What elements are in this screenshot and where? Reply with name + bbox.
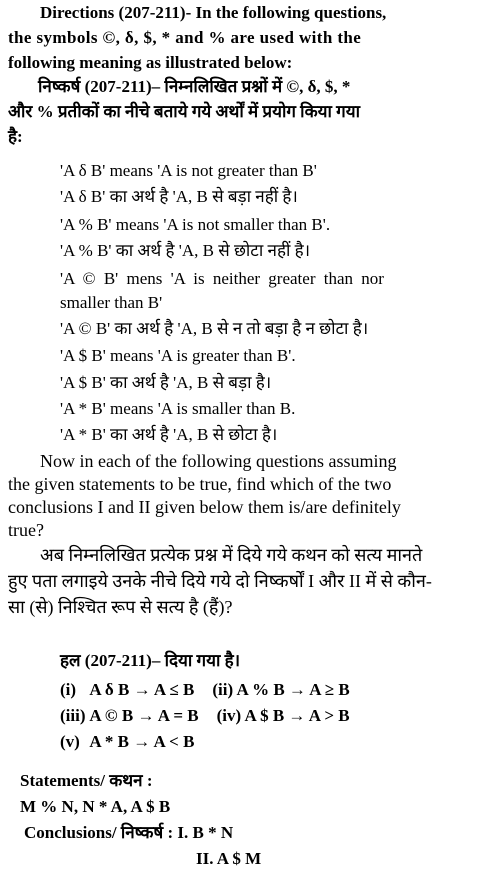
conclusions-row bbox=[24, 822, 233, 844]
solution-item: (ii) A % B → A ≥ B bbox=[212, 680, 350, 699]
solution-heading: हल (207-211)– दिया गया है। bbox=[60, 651, 241, 670]
instruction-line-4: true? bbox=[8, 520, 44, 540]
instruction-hindi-line-3: सा (से) निश्चित रूप से सत्य है (हैं)? bbox=[8, 597, 233, 617]
directions-line-3: following meaning as illustrated below: bbox=[8, 53, 293, 72]
directions-hindi-line-2: और % प्रतीकों का नीचे बताये गये अर्थों में प्रयोग किया गया bbox=[8, 102, 360, 121]
instruction-line-2: the given statements to be true, find which of the two bbox=[8, 474, 392, 494]
meaning-4: 'A % B' का अर्थ है 'A, B से छोटा नहीं है। bbox=[60, 241, 311, 260]
conclusion-2: II. A $ M bbox=[196, 849, 262, 868]
solution-item: (iii) A © B → A = B bbox=[60, 706, 199, 725]
solution-item: (i) A δ B → A ≤ B bbox=[60, 680, 195, 699]
statements: M % N, N * A, A $ B bbox=[20, 797, 171, 816]
statements-label: Statements/ कथन : bbox=[20, 771, 153, 790]
meaning-1: 'A δ B' means 'A is not greater than B' bbox=[60, 161, 317, 180]
instruction-line-3: conclusions I and II given below them is/are definitely bbox=[8, 497, 401, 517]
meaning-11: 'A * B' का अर्थ है 'A, B से छोटा है। bbox=[60, 425, 278, 444]
solution-row-2 bbox=[60, 704, 350, 728]
meaning-2: 'A δ B' का अर्थ है 'A, B से बड़ा नहीं है। bbox=[60, 187, 298, 206]
solution-row-3 bbox=[60, 730, 350, 754]
solution-row-1 bbox=[60, 678, 350, 702]
conclusion-1: I. B * N bbox=[177, 823, 234, 842]
directions-hindi-line-1: निष्कर्ष (207-211)– निम्नलिखित प्रश्नों में ©, δ, $, * bbox=[38, 77, 351, 96]
meaning-6: smaller than B' bbox=[60, 293, 163, 312]
solution-list bbox=[60, 678, 350, 754]
instruction-hindi-line-2: हुए पता लगाइये उनके नीचे दिये गये दो निष्कर्षों I और II में से कौन- bbox=[8, 571, 432, 591]
instruction-hindi-line-1: अब निम्नलिखित प्रत्येक प्रश्न में दिये गये कथन को सत्य मानते bbox=[40, 545, 423, 565]
conclusions-label: Conclusions/ निष्कर्ष : bbox=[24, 823, 174, 842]
instruction-line-1: Now in each of the following questions assuming bbox=[40, 451, 397, 471]
meaning-9: 'A $ B' का अर्थ है 'A, B से बड़ा है। bbox=[60, 373, 272, 392]
meaning-7: 'A © B' का अर्थ है 'A, B से न तो बड़ा है न छोटा है। bbox=[60, 319, 369, 338]
directions-line-2: the symbols ©, δ, $, * and % are used with the bbox=[8, 28, 362, 47]
meaning-10: 'A * B' means 'A is smaller than B. bbox=[60, 399, 296, 418]
meaning-3: 'A % B' means 'A is not smaller than B'. bbox=[60, 215, 331, 234]
solution-item: (iv) A $ B → A > B bbox=[216, 706, 350, 725]
directions-hindi-line-3: है: bbox=[8, 127, 23, 146]
meaning-8: 'A $ B' means 'A is greater than B'. bbox=[60, 346, 296, 365]
solution-item: (v) A * B → A < B bbox=[60, 732, 195, 751]
meaning-5: 'A © B' mens 'A is neither greater than nor bbox=[60, 269, 384, 288]
directions-line-1: Directions (207-211)- In the following questions, bbox=[40, 3, 387, 22]
